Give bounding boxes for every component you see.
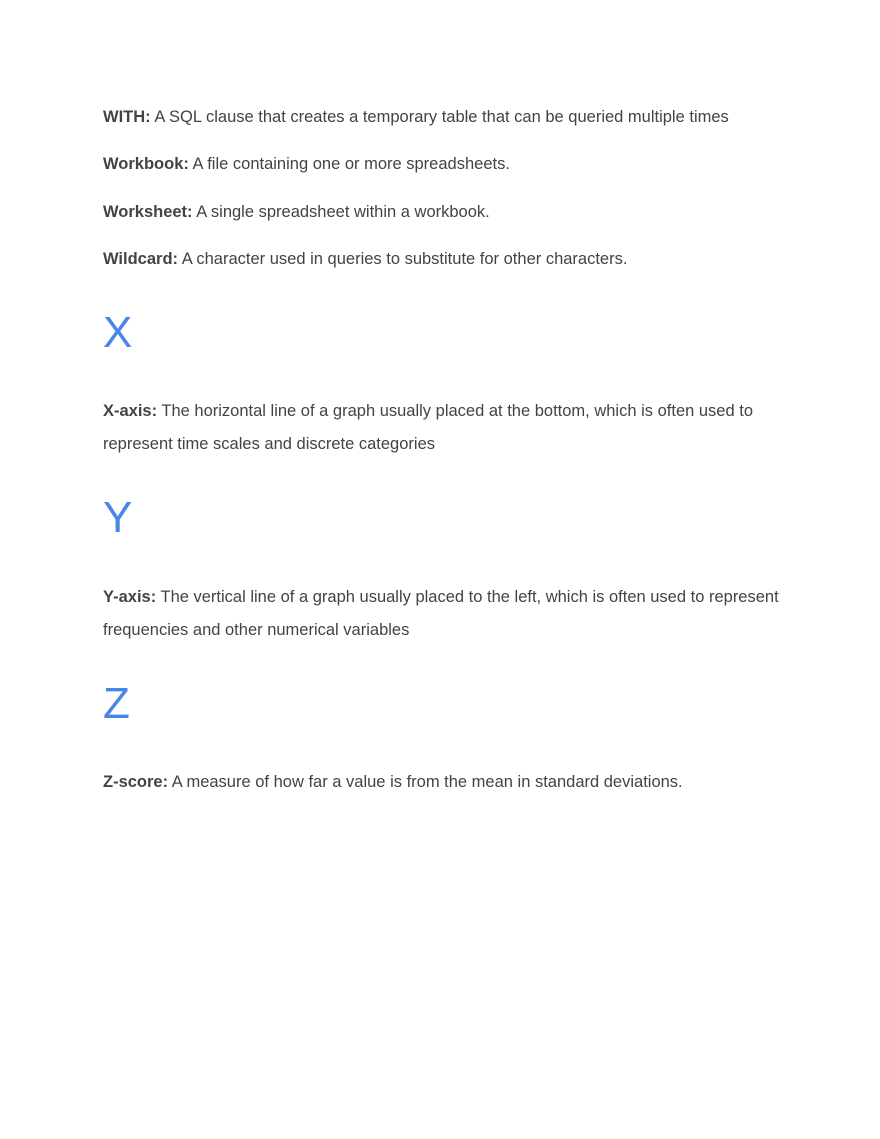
glossary-entry-workbook (103, 148, 793, 181)
glossary-definition: The vertical line of a graph usually placed to the left, which is often used to represent frequencies and other numerical variables (103, 588, 779, 639)
glossary-entry-wildcard (103, 243, 793, 276)
section-heading-y: Y (103, 493, 133, 542)
section-heading-z: Z (103, 679, 130, 728)
glossary-term: Workbook: (103, 155, 189, 173)
glossary-entry-y-axis (103, 581, 793, 647)
glossary-entry-with (103, 101, 793, 134)
glossary-entry-z-score (103, 766, 793, 799)
glossary-definition: A SQL clause that creates a temporary table that can be queried multiple times (150, 108, 729, 126)
glossary-term: Wildcard: (103, 250, 179, 268)
glossary-term: Z-score: (103, 773, 169, 791)
glossary-term: WITH: (103, 108, 151, 126)
glossary-definition: A file containing one or more spreadsheets. (188, 155, 510, 173)
glossary-entry-x-axis (103, 395, 793, 461)
glossary-definition: A character used in queries to substitute for other characters. (178, 250, 628, 268)
section-heading-x: X (103, 308, 133, 357)
glossary-term: Worksheet: (103, 203, 193, 221)
glossary-entry-worksheet (103, 196, 793, 229)
glossary-definition: A single spreadsheet within a workbook. (192, 203, 490, 221)
glossary-term: Y-axis: (103, 588, 157, 606)
glossary-term: X-axis: (103, 402, 158, 420)
glossary-definition: The horizontal line of a graph usually placed at the bottom, which is often used to represent time scales and discrete categories (103, 402, 754, 453)
glossary-definition: A measure of how far a value is from the mean in standard deviations. (168, 773, 683, 791)
